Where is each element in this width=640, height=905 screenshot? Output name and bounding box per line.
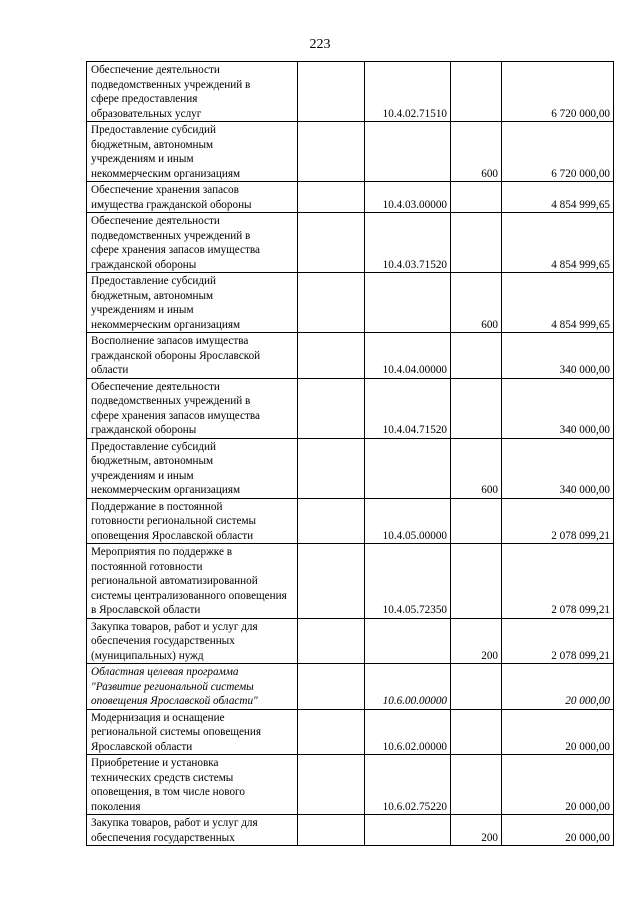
table-row	[87, 378, 614, 438]
amount-cell: 340 000,00	[502, 333, 614, 379]
row-name-cell: Обеспечение деятельности подведомственных учреждений в сфере предоставления образовательных услуг	[87, 62, 298, 122]
target-code-cell: 10.4.03.00000	[365, 182, 451, 213]
amount-cell: 2 078 099,21	[502, 498, 614, 544]
row-name-cell: Предоставление субсидий бюджетным, автономным учреждениям и иным некоммерческим организациям	[87, 273, 298, 333]
amount-cell: 20 000,00	[502, 815, 614, 846]
empty-cell	[298, 213, 365, 273]
target-code-cell: 10.6.02.00000	[365, 709, 451, 755]
empty-cell	[298, 618, 365, 664]
row-name-cell: Обеспечение хранения запасов имущества гражданской обороны	[87, 182, 298, 213]
row-name-cell: Мероприятия по поддержке в постоянной готовности региональной автоматизированной системы централизованного оповещения в Ярославской области	[87, 544, 298, 619]
target-code-cell	[365, 815, 451, 846]
expense-type-cell: 600	[451, 438, 502, 498]
amount-cell: 2 078 099,21	[502, 544, 614, 619]
row-name-cell: Закупка товаров, работ и услуг для обеспечения государственных	[87, 815, 298, 846]
expense-type-cell	[451, 182, 502, 213]
row-name-cell: Областная целевая программа "Развитие региональной системы оповещения Ярославской области"	[87, 664, 298, 710]
empty-cell	[298, 182, 365, 213]
amount-cell: 4 854 999,65	[502, 213, 614, 273]
empty-cell	[298, 664, 365, 710]
empty-cell	[298, 815, 365, 846]
target-code-cell	[365, 122, 451, 182]
expense-type-cell	[451, 378, 502, 438]
amount-cell: 20 000,00	[502, 755, 614, 815]
expense-type-cell: 200	[451, 815, 502, 846]
target-code-cell: 10.4.04.00000	[365, 333, 451, 379]
table-row	[87, 755, 614, 815]
expense-type-cell	[451, 498, 502, 544]
amount-cell: 340 000,00	[502, 438, 614, 498]
target-code-cell: 10.4.05.72350	[365, 544, 451, 619]
empty-cell	[298, 273, 365, 333]
empty-cell	[298, 122, 365, 182]
empty-cell	[298, 709, 365, 755]
target-code-cell: 10.6.02.75220	[365, 755, 451, 815]
amount-cell: 4 854 999,65	[502, 182, 614, 213]
expense-type-cell	[451, 755, 502, 815]
empty-cell	[298, 544, 365, 619]
empty-cell	[298, 62, 365, 122]
expense-type-cell	[451, 709, 502, 755]
target-code-cell: 10.6.00.00000	[365, 664, 451, 710]
row-name-cell: Приобретение и установка технических средств системы оповещения, в том числе нового поколения	[87, 755, 298, 815]
expense-type-cell	[451, 664, 502, 710]
row-name-cell: Восполнение запасов имущества гражданской обороны Ярославской области	[87, 333, 298, 379]
expense-type-cell	[451, 62, 502, 122]
table-row	[87, 664, 614, 710]
row-name-cell: Закупка товаров, работ и услуг для обеспечения государственных (муниципальных) нужд	[87, 618, 298, 664]
row-name-cell: Предоставление субсидий бюджетным, автономным учреждениям и иным некоммерческим организациям	[87, 122, 298, 182]
expense-type-cell	[451, 333, 502, 379]
table-row	[87, 273, 614, 333]
table-row	[87, 122, 614, 182]
table-row	[87, 815, 614, 846]
expense-type-cell: 600	[451, 122, 502, 182]
expense-type-cell	[451, 213, 502, 273]
expense-type-cell	[451, 544, 502, 619]
table-row	[87, 213, 614, 273]
expense-type-cell: 200	[451, 618, 502, 664]
table-row	[87, 333, 614, 379]
table-row	[87, 709, 614, 755]
amount-cell: 6 720 000,00	[502, 62, 614, 122]
budget-table-body	[87, 62, 614, 846]
empty-cell	[298, 498, 365, 544]
empty-cell	[298, 755, 365, 815]
empty-cell	[298, 438, 365, 498]
budget-table	[86, 61, 614, 846]
amount-cell: 6 720 000,00	[502, 122, 614, 182]
row-name-cell: Обеспечение деятельности подведомственных учреждений в сфере хранения запасов имущества гражданской обороны	[87, 378, 298, 438]
amount-cell: 4 854 999,65	[502, 273, 614, 333]
target-code-cell	[365, 273, 451, 333]
target-code-cell: 10.4.05.00000	[365, 498, 451, 544]
table-row	[87, 544, 614, 619]
page-number: 223	[309, 37, 331, 52]
row-name-cell: Модернизация и оснащение региональной системы оповещения Ярославской области	[87, 709, 298, 755]
amount-cell: 20 000,00	[502, 709, 614, 755]
table-row	[87, 618, 614, 664]
target-code-cell	[365, 618, 451, 664]
target-code-cell: 10.4.02.71510	[365, 62, 451, 122]
table-row	[87, 438, 614, 498]
row-name-cell: Обеспечение деятельности подведомственных учреждений в сфере хранения запасов имущества гражданской обороны	[87, 213, 298, 273]
table-row	[87, 62, 614, 122]
amount-cell: 20 000,00	[502, 664, 614, 710]
table-row	[87, 182, 614, 213]
empty-cell	[298, 333, 365, 379]
amount-cell: 340 000,00	[502, 378, 614, 438]
target-code-cell: 10.4.03.71520	[365, 213, 451, 273]
empty-cell	[298, 378, 365, 438]
row-name-cell: Поддержание в постоянной готовности региональной системы оповещения Ярославской области	[87, 498, 298, 544]
row-name-cell: Предоставление субсидий бюджетным, автономным учреждениям и иным некоммерческим организациям	[87, 438, 298, 498]
table-row	[87, 498, 614, 544]
target-code-cell: 10.4.04.71520	[365, 378, 451, 438]
amount-cell: 2 078 099,21	[502, 618, 614, 664]
expense-type-cell: 600	[451, 273, 502, 333]
target-code-cell	[365, 438, 451, 498]
